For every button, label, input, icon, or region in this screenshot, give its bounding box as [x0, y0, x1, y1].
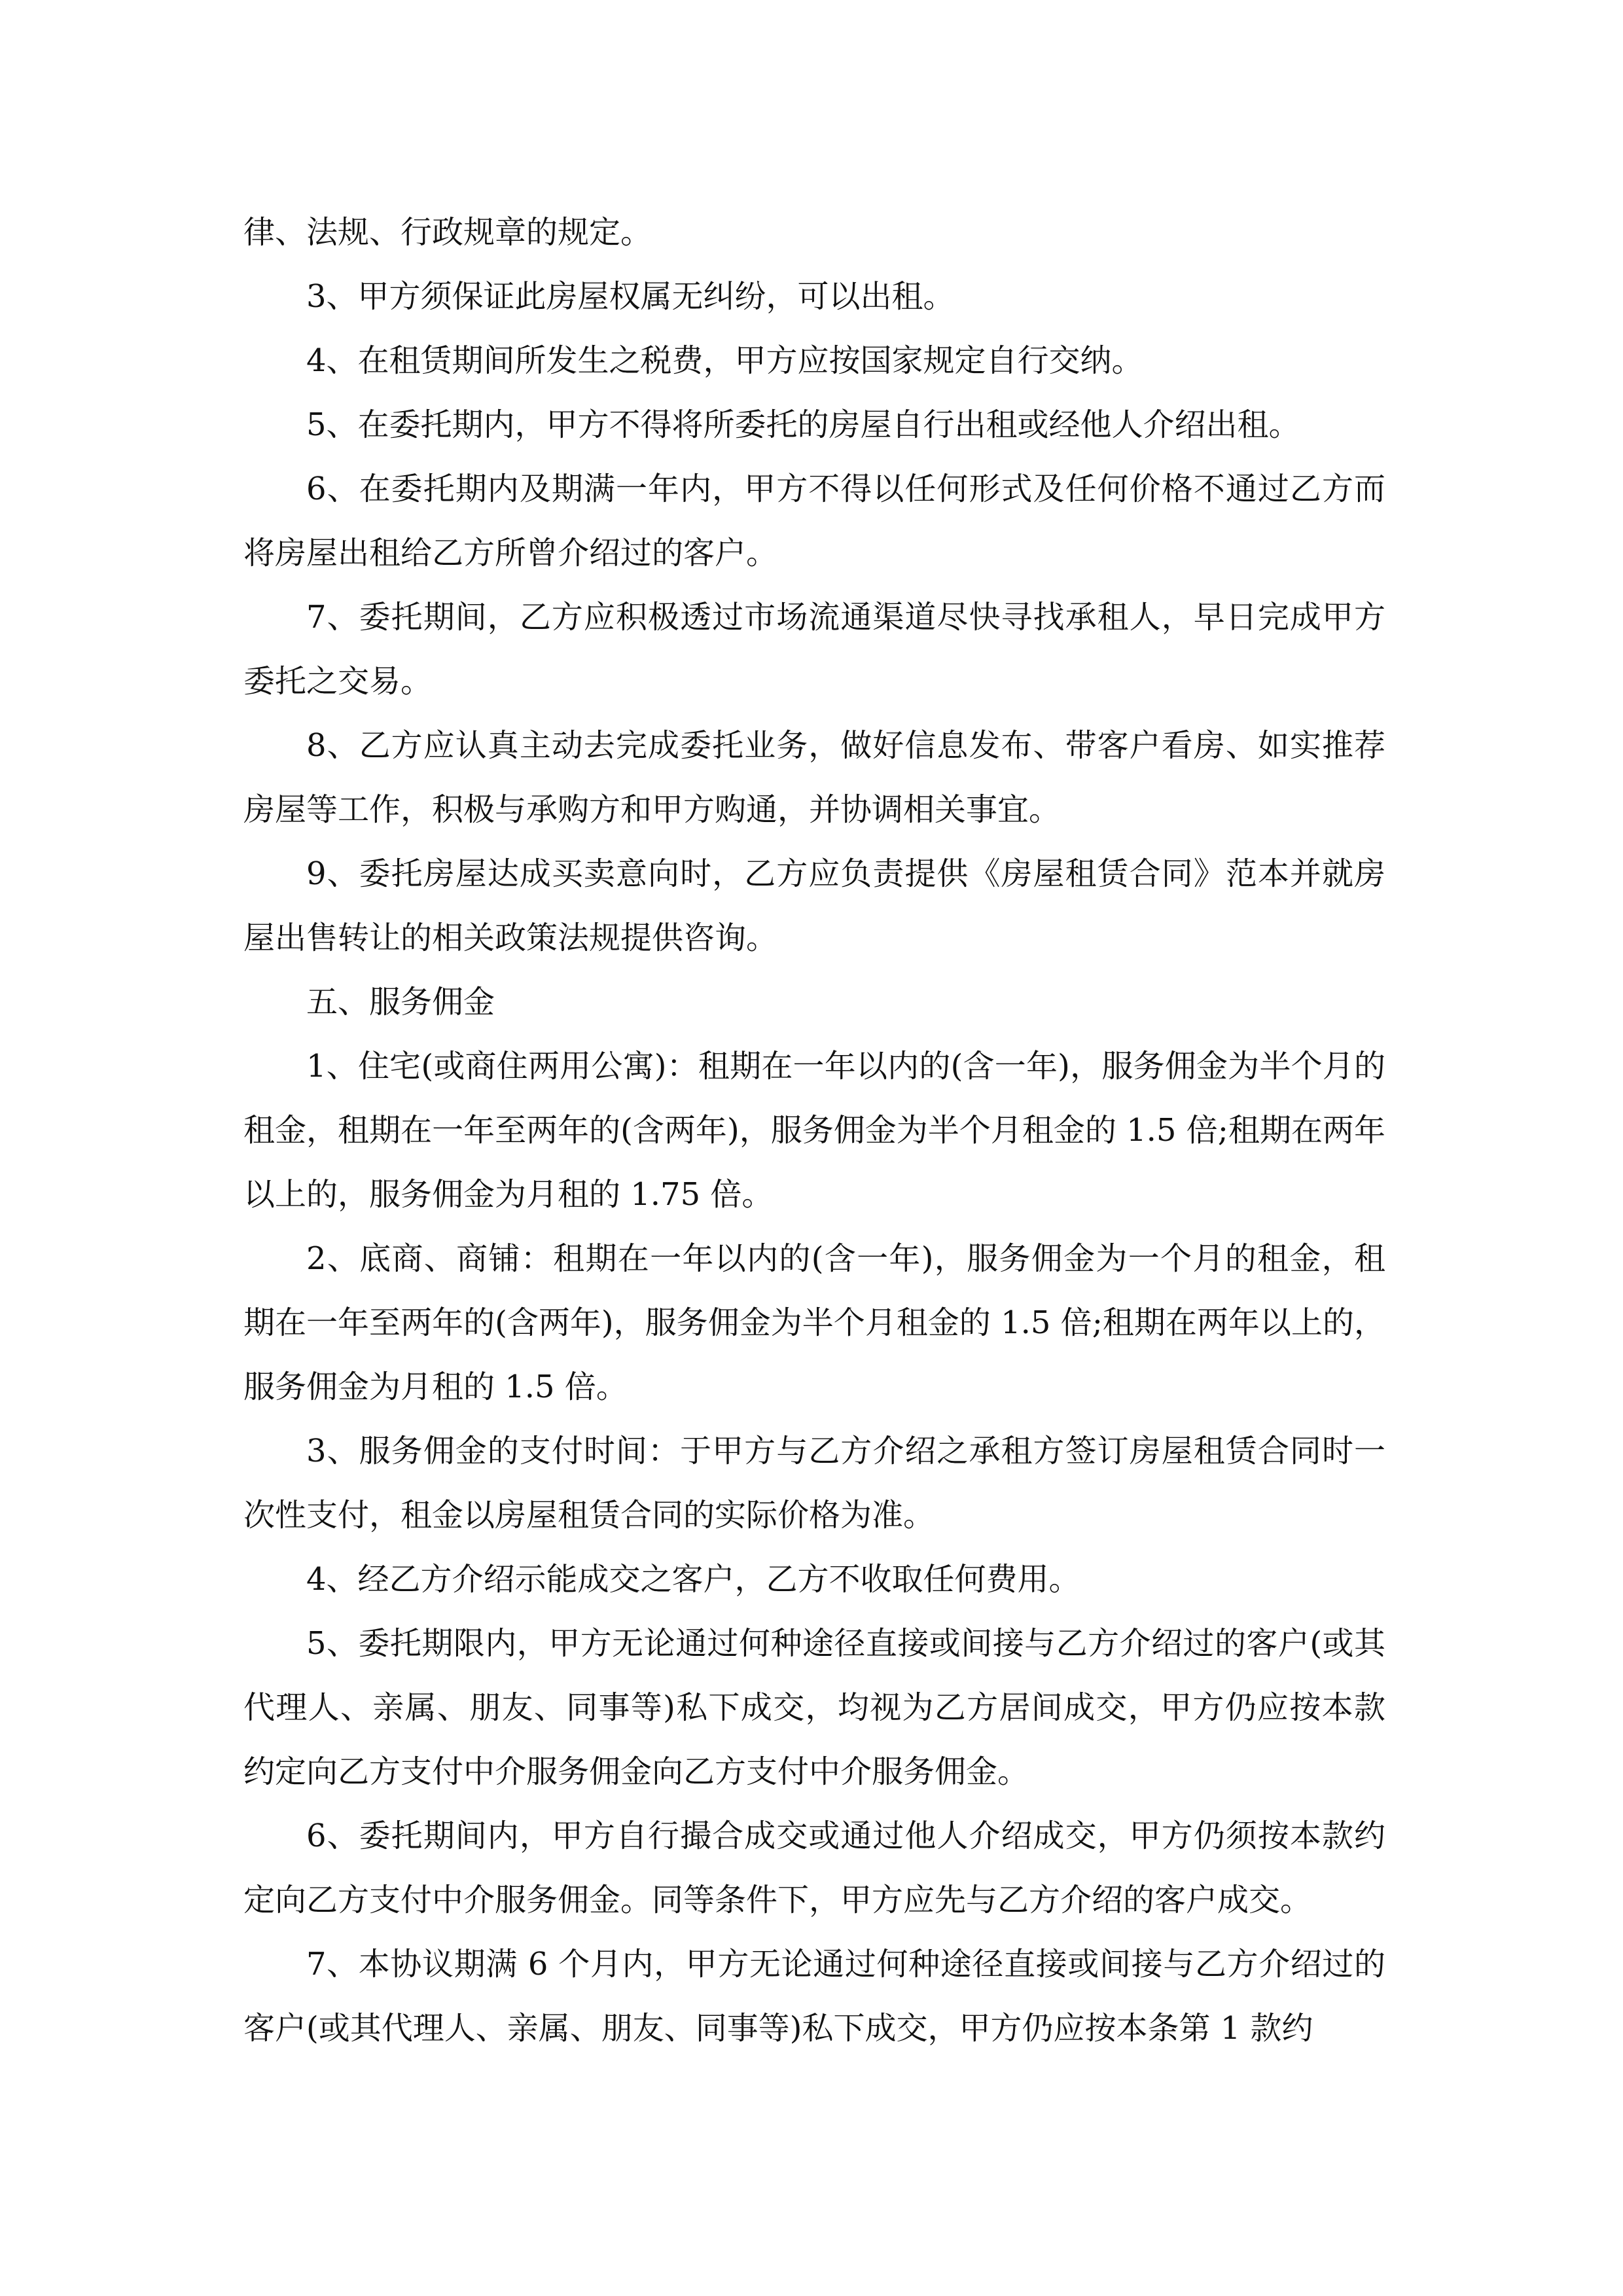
paragraph: 8、乙方应认真主动去完成委托业务，做好信息发布、带客户看房、如实推荐房屋等工作，积极与承购方和甲方购通，并协调相关事宜。	[243, 727, 1385, 828]
paragraph: 7、本协议期满 6 个月内，甲方无论通过何种途径直接或间接与乙方介绍过的客户(或其代理人、亲属、朋友、同事等)私下成交，甲方仍应按本条第 1 款约	[243, 1946, 1385, 2047]
paragraph: 6、在委托期内及期满一年内，甲方不得以任何形式及任何价格不通过乙方而将房屋出租给乙方所曾介绍过的客户。	[243, 471, 1385, 571]
paragraph: 3、服务佣金的支付时间：于甲方与乙方介绍之承租方签订房屋租赁合同时一次性支付，租金以房屋租赁合同的实际价格为准。	[243, 1433, 1385, 1534]
paragraph: 9、委托房屋达成买卖意向时，乙方应负责提供《房屋租赁合同》范本并就房屋出售转让的相关政策法规提供咨询。	[243, 855, 1385, 956]
paragraph: 6、委托期间内，甲方自行撮合成交或通过他人介绍成交，甲方仍须按本款约定向乙方支付中介服务佣金。同等条件下，甲方应先与乙方介绍的客户成交。	[243, 1818, 1385, 1918]
paragraph: 4、在租赁期间所发生之税费，甲方应按国家规定自行交纳。	[306, 342, 1143, 379]
paragraph: 7、委托期间，乙方应积极透过市场流通渠道尽快寻找承租人，早日完成甲方委托之交易。	[243, 599, 1385, 700]
paragraph: 5、在委托期内，甲方不得将所委托的房屋自行出租或经他人介绍出租。	[306, 406, 1300, 443]
paragraph: 律、法规、行政规章的规定。	[243, 214, 652, 251]
paragraph: 1、住宅(或商住两用公寓)：租期在一年以内的(含一年)，服务佣金为半个月的租金，租期在一年至两年的(含两年)，服务佣金为半个月租金的 1.5 倍;租期在两年以上的，服务佣金为月租的 1.75 倍。	[243, 1048, 1385, 1213]
paragraph: 2、底商、商铺：租期在一年以内的(含一年)，服务佣金为一个月的租金，租期在一年至两年的(含两年)，服务佣金为半个月租金的 1.5 倍;租期在两年以上的，服务佣金为月租的 1.5 倍。	[243, 1240, 1385, 1405]
paragraph: 5、委托期限内，甲方无论通过何种途径直接或间接与乙方介绍过的客户(或其代理人、亲属、朋友、同事等)私下成交，均视为乙方居间成交，甲方仍应按本款约定向乙方支付中介服务佣金向乙方支付中介服务佣金。	[243, 1625, 1385, 1790]
paragraph: 4、经乙方介绍示能成交之客户，乙方不收取任何费用。	[306, 1561, 1080, 1598]
paragraph: 3、甲方须保证此房屋权属无纠纷，可以出租。	[306, 278, 955, 315]
document-body	[243, 200, 1385, 2060]
section-heading: 五、服务佣金	[306, 984, 495, 1020]
